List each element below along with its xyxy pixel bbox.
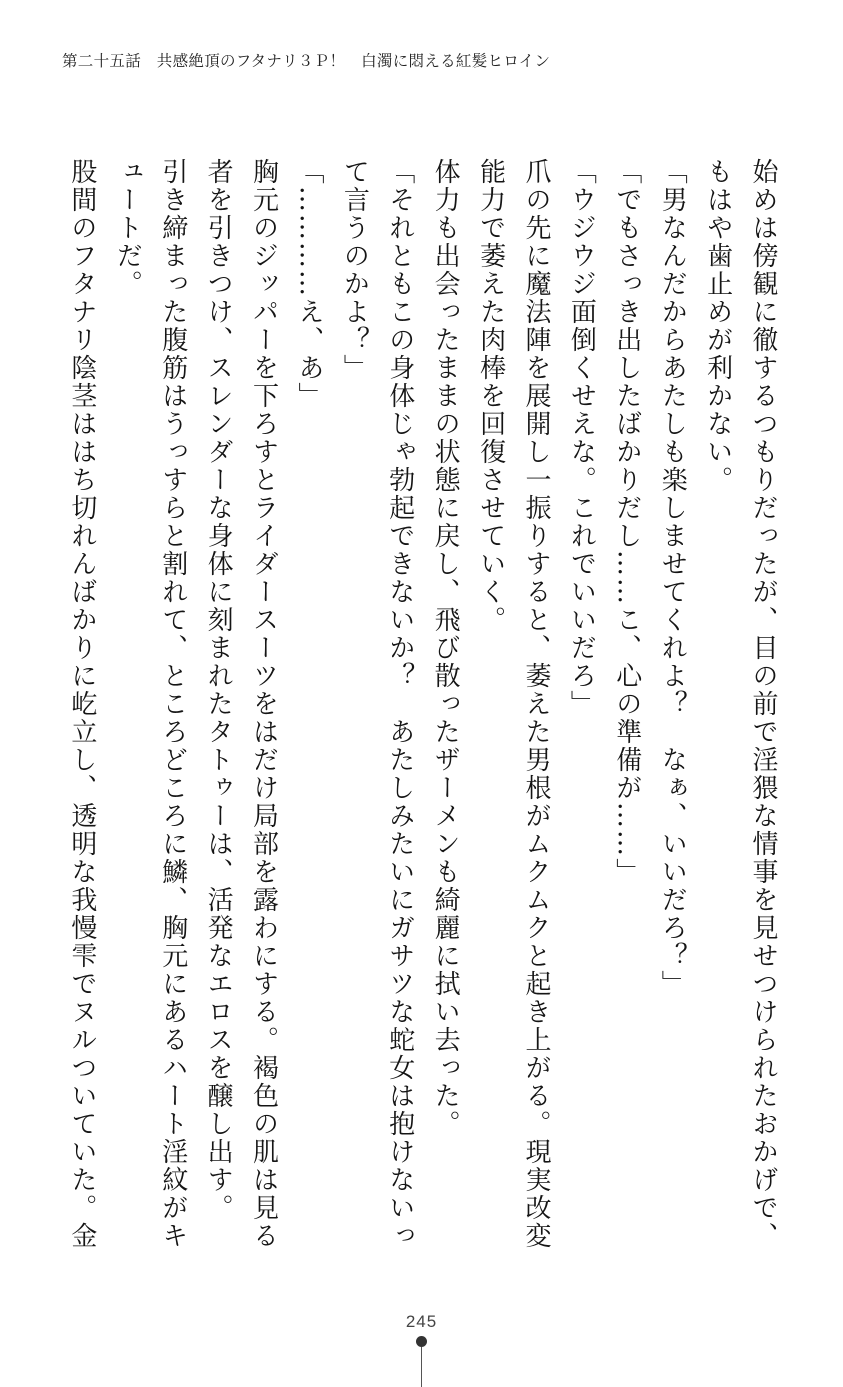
paragraph: 引き締まった腹筋はうっすらと割れて、ところどころに鱗、胸元にあるハート淫紋がキュートだ。 bbox=[112, 158, 188, 1250]
dialogue-line: 「男なんだからあたしも楽しませてくれよ？ なぁ、いいだろ？」 bbox=[657, 158, 688, 998]
paragraph: 始めは傍観に徹するつもりだったが、目の前で淫猥な情事を見せつけられたおかげで、もはや歯止めが利かない。 bbox=[702, 158, 778, 1250]
body-text bbox=[45, 158, 785, 1268]
page-footer bbox=[0, 1312, 843, 1387]
running-header: 第二十五話 共感絶頂のフタナリ３Ｐ！ 白濁に悶える紅髪ヒロイン bbox=[62, 52, 551, 70]
paragraph: 股間のフタナリ陰茎ははち切れんばかりに屹立し、透明な我慢雫でヌルついていた。金 bbox=[66, 158, 97, 1250]
pin-dot-ornament bbox=[416, 1336, 427, 1347]
dialogue-line: 「それともこの身体じゃ勃起できないか？ あたしみたいにガサツな蛇女は抱けないって言うのかよ？」 bbox=[339, 158, 415, 1250]
page-number: 245 bbox=[405, 1312, 438, 1331]
dialogue-line: 「…………え、あ」 bbox=[293, 158, 324, 410]
pin-line-ornament bbox=[421, 1347, 423, 1387]
paragraph: 体力も出会ったままの状態に戻し、飛び散ったザーメンも綺麗に拭い去った。 bbox=[430, 158, 461, 1138]
paragraph: 爪の先に魔法陣を展開し一振りすると、萎えた男根がムクムクと起き上がる。現実改変能力で萎えた肉棒を回復させていく。 bbox=[475, 158, 551, 1250]
dialogue-line: 「ウジウジ面倒くせえな。これでいいだろ」 bbox=[566, 158, 597, 718]
paragraph: 胸元のジッパーを下ろすとライダースーツをはだけ局部を露わにする。褐色の肌は見る者を引きつけ、スレンダーな身体に刻まれたタトゥーは、活発なエロスを醸し出す。 bbox=[203, 158, 279, 1250]
dialogue-line: 「でもさっき出したばかりだし……こ、心の準備が……」 bbox=[611, 158, 642, 886]
